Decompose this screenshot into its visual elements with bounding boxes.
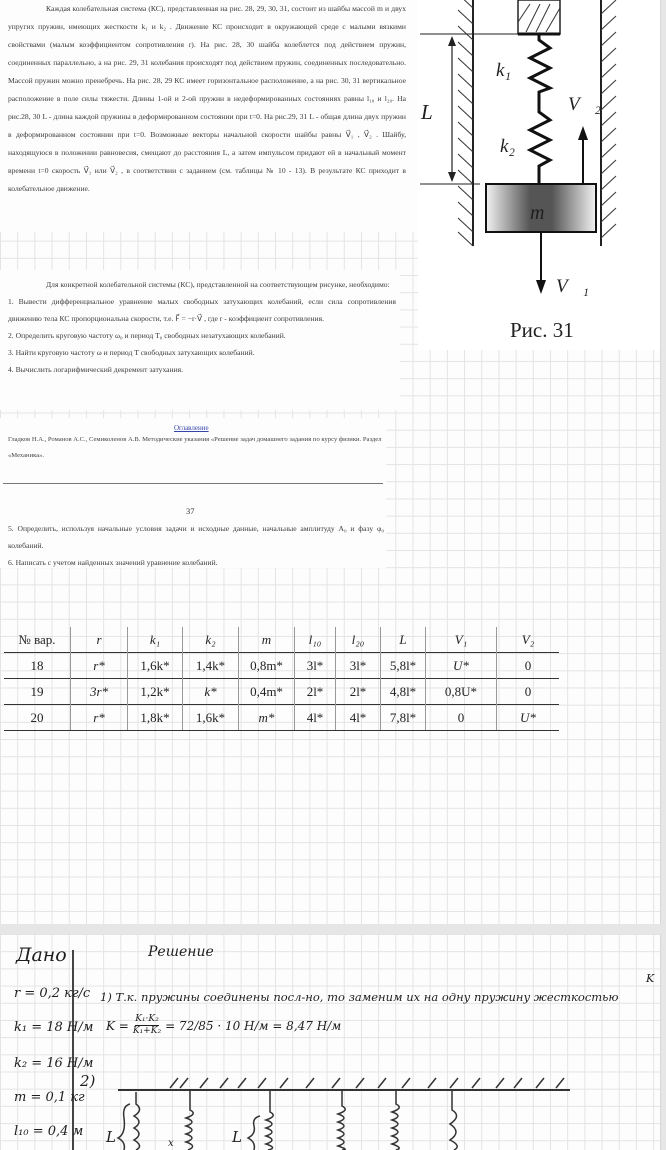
given-k2: k₂ = 16 Н/м [14,1056,94,1071]
task-3: 3. Найти круговую частоту ω и период T свободных затухающих колебаний. [8,348,255,357]
reference-text: Гладков Н.А., Романов А.С., Семиколенов А.В. Методические указания «Решение задач домашнего задания по курсу физики. Раздел «Механика». [8,436,382,459]
step-1-k-label: K [646,972,655,985]
fraction: $\frac{\text{K₁·K₂}}{\text{K₁+K₂}}$ [132,1014,162,1036]
label-v2: V⃗₂ [568,94,601,115]
given-r: r = 0,2 кг/с [14,986,91,1001]
intro-paragraph: Каждая колебательная система (КС), представленная на рис. 28, 29, 30, 31, состоит из шайбы массой m и двух упругих пружин, имеющих жесткости k₁ и k₂ . Движение КС происходит в окружающей среде с малыми вязкими свойствами (малым коэффициентом сопротивления r). На рис. 28, 30 шайба колеблется под действием пружин, соединенных параллельно, а на рис. 29, 31 колебания происходят под действием пружин, соединенных последовательно. Массой пружин можно пренебречь. На рис. 28, 29 КС имеет горизонтальное расположение, а на рис. 30, 31 вертикальное расположение в поле силы тяжести. Длины 1-ой и 2-ой пружин в недеформированных состояниях равны l₁₀ и l₂₀. На рис.28, 30 L - длина каждой пружины в деформированном состоянии при t=0. На рис.29, 31 L - общая длина двух пружин в деформированном состоянии при t=0. Возможные векторы начальной скорости шайбы равны V⃗₁ , V⃗₂ . Шайбу, находящуюся в положении равновесия, смещают до расстояния L, а затем импульсом придают ей в начальный момент времени t=0 скорость V⃗₁ или V⃗₂ , в соответствии с заданием (см. таблицы № 10 - 13). В результате КС приходит в колебательное движение. [8,4,406,193]
table-header-row [4,627,559,653]
page-divider [3,483,383,484]
sketch-L-1: L [106,1128,116,1146]
step-2-label: 2) [80,1072,96,1090]
figure-31 [418,0,660,350]
task-2: 2. Определить круговую частоту ω₀ и период T₀ свободных незатухающих колебаний. [8,331,286,340]
tasks-block [8,276,396,378]
given-l10: l₁₀ = 0,4 м [14,1124,84,1139]
header-l10: l₁₀ [295,627,336,653]
variant-table [4,627,559,731]
label-m: m [530,202,545,224]
solution-title: Решение [148,944,214,960]
sketch-x: x [168,1138,174,1149]
task-5: 5. Определить, используя начальные условия задачи и исходные данные, начальные амплитуду A₀ и фазу φ₀ колебаний. [8,524,384,550]
label-v1: V⃗₁ [556,276,589,297]
spring-mass-diagram [418,0,660,350]
header-k2: k₂ [183,627,239,653]
header-variant: № вар. [18,631,56,647]
given-k1: k₁ = 18 Н/м [14,1020,94,1035]
label-k2: k₂ [500,136,516,157]
table-row: 20 r* 1,8k* 1,6k* m* 4l* 4l* 7,8l* 0 U* [4,705,559,731]
toc-link[interactable]: Оглавление [174,424,209,432]
given-divider [72,950,74,1150]
page-number: 37 [186,506,195,516]
given-title: Дано [16,944,67,966]
figure-caption: Рис. 31 [510,318,574,342]
step-1-formula: K = $\frac{\text{K₁·K₂}}{\text{K₁+K₂}}$ = 72/85 · 10 Н/м = 8,47 Н/м [106,1014,342,1036]
tasks-intro: Для конкретной колебательной системы (КС), представленной на соответствующем рисунке, необходимо: [46,280,390,289]
label-k1: k₁ [496,60,512,81]
table-row: 19 3r* 1,2k* k* 0,4m* 2l* 2l* 4,8l* 0,8U* 0 [4,679,559,705]
header-L: L [381,627,426,653]
header-r: r [71,627,128,653]
header-v1: V₁ [426,627,497,653]
spring-sketch [110,1060,570,1150]
task-1: 1. Вывести дифференциальное уравнение малых свободных затухающих колебаний, если сила сопротивления движению тела КС пропорциональна скорости, т.е. F⃗ = −r·V⃗ , где r - коэффициент сопротивления. [8,297,396,323]
sketch-L-2: L [232,1128,242,1146]
step-1-text: 1) Т.к. пружины соединены посл-но, то заменим их на одну пружину жесткостью [100,990,619,1004]
table-row: 18 r* 1,6k* 1,4k* 0,8m* 3l* 3l* 5,8l* U* 0 [4,653,559,679]
header-v2: V₂ [497,627,560,653]
task-4: 4. Вычислить логарифмический декремент затухания. [8,365,184,374]
header-m: m [239,627,295,653]
header-l20: l₂₀ [336,627,381,653]
header-k1: k₁ [128,627,183,653]
tasks-cont [8,520,384,571]
task-6: 6. Написать с учетом найденных значений уравнение колебаний. [8,558,218,567]
given-m: m = 0,1 кг [14,1090,85,1105]
label-L: L [421,100,433,124]
